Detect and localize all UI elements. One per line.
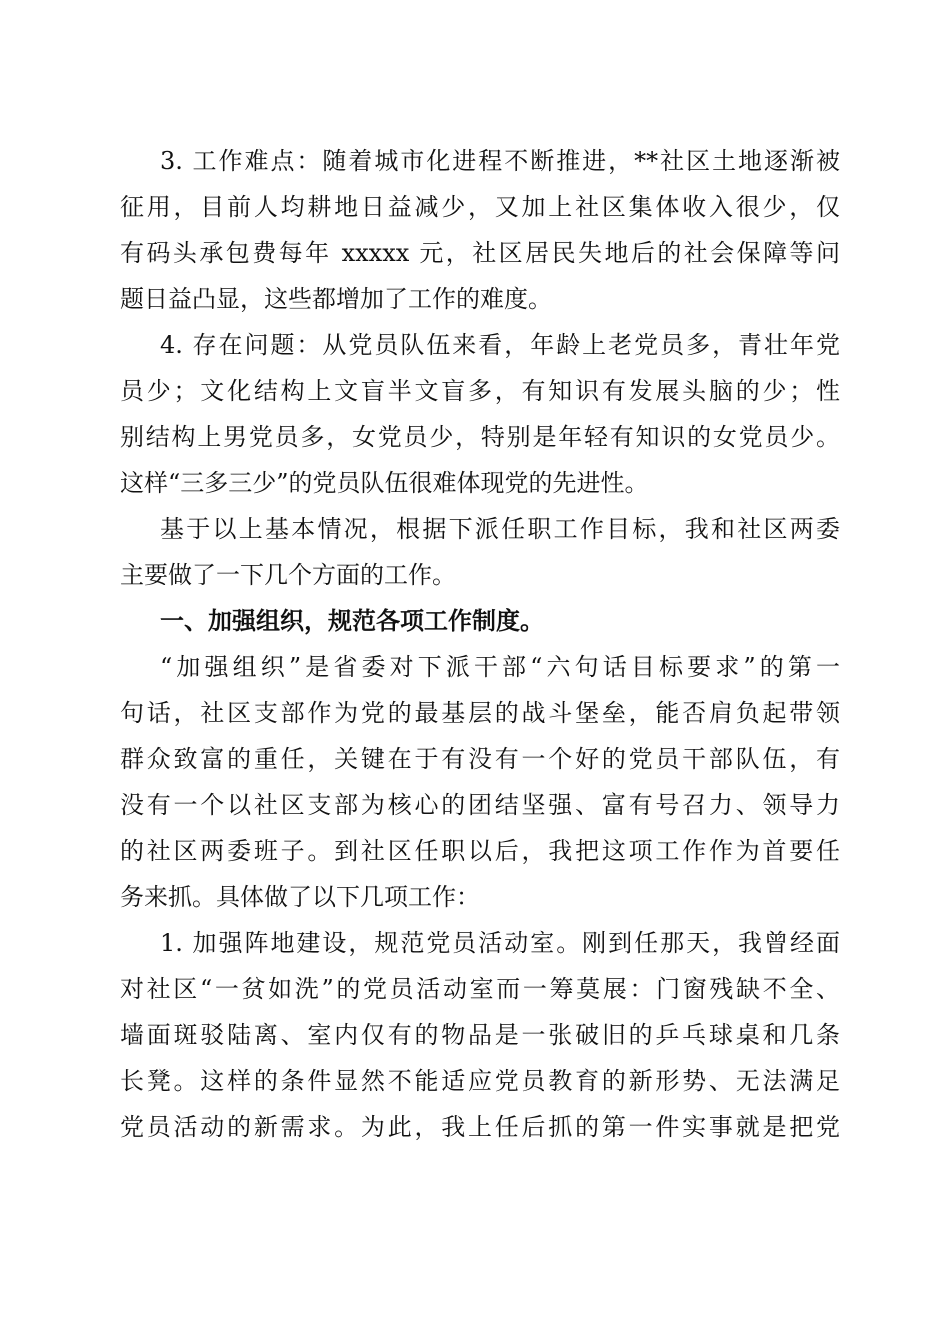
text-line: 员少；文化结构上文盲半文盲多，有知识有发展头脑的少；性 bbox=[120, 377, 840, 405]
paragraph-existing-problems bbox=[120, 322, 840, 506]
text-line: 务来抓。具体做了以下几项工作： bbox=[120, 883, 480, 911]
text-line: 征用，目前人均耕地日益减少，又加上社区集体收入很少，仅 bbox=[120, 193, 840, 221]
text-line: 别结构上男党员多，女党员少，特别是年轻有知识的女党员少。 bbox=[120, 423, 840, 451]
text-line: 墙面斑驳陆离、室内仅有的物品是一张破旧的乒乓球桌和几条 bbox=[120, 1021, 840, 1049]
heading-strengthen-organization: 一、加强组织，规范各项工作制度。 bbox=[160, 607, 544, 635]
paragraph-activity-room bbox=[120, 920, 840, 1150]
paragraph-work-difficulty bbox=[120, 138, 840, 322]
section-heading bbox=[120, 598, 840, 644]
text-line: 3. 工作难点：随着城市化进程不断推进，**社区土地逐渐被 bbox=[160, 147, 840, 175]
text-line: 4. 存在问题：从党员队伍来看，年龄上老党员多，青壮年党 bbox=[160, 331, 840, 359]
text-line: 1. 加强阵地建设，规范党员活动室。刚到任那天，我曾经面 bbox=[160, 929, 840, 957]
paragraph-summary bbox=[120, 506, 840, 598]
text-line: 主要做了一下几个方面的工作。 bbox=[120, 561, 456, 589]
text-line: 对社区“一贫如洗”的党员活动室而一筹莫展：门窗残缺不全、 bbox=[120, 975, 840, 1003]
text-line: “加强组织”是省委对下派干部“六句话目标要求”的第一 bbox=[160, 653, 840, 681]
text-line: 没有一个以社区支部为核心的团结坚强、富有号召力、领导力 bbox=[120, 791, 840, 819]
text-line: 长凳。这样的条件显然不能适应党员教育的新形势、无法满足 bbox=[120, 1067, 840, 1095]
document-body bbox=[120, 138, 840, 1150]
paragraph-strengthen-organization bbox=[120, 644, 840, 920]
text-line: 这样“三多三少”的党员队伍很难体现党的先进性。 bbox=[120, 469, 649, 497]
text-line: 有码头承包费每年 xxxxx 元，社区居民失地后的社会保障等问 bbox=[120, 239, 840, 267]
text-line: 的社区两委班子。到社区任职以后，我把这项工作作为首要任 bbox=[120, 837, 840, 865]
text-line: 党员活动的新需求。为此，我上任后抓的第一件实事就是把党 bbox=[120, 1113, 840, 1141]
text-line: 题日益凸显，这些都增加了工作的难度。 bbox=[120, 285, 552, 313]
text-line: 群众致富的重任，关键在于有没有一个好的党员干部队伍，有 bbox=[120, 745, 840, 773]
text-line: 句话，社区支部作为党的最基层的战斗堡垒，能否肩负起带领 bbox=[120, 699, 840, 727]
text-line: 基于以上基本情况，根据下派任职工作目标，我和社区两委 bbox=[160, 515, 840, 543]
